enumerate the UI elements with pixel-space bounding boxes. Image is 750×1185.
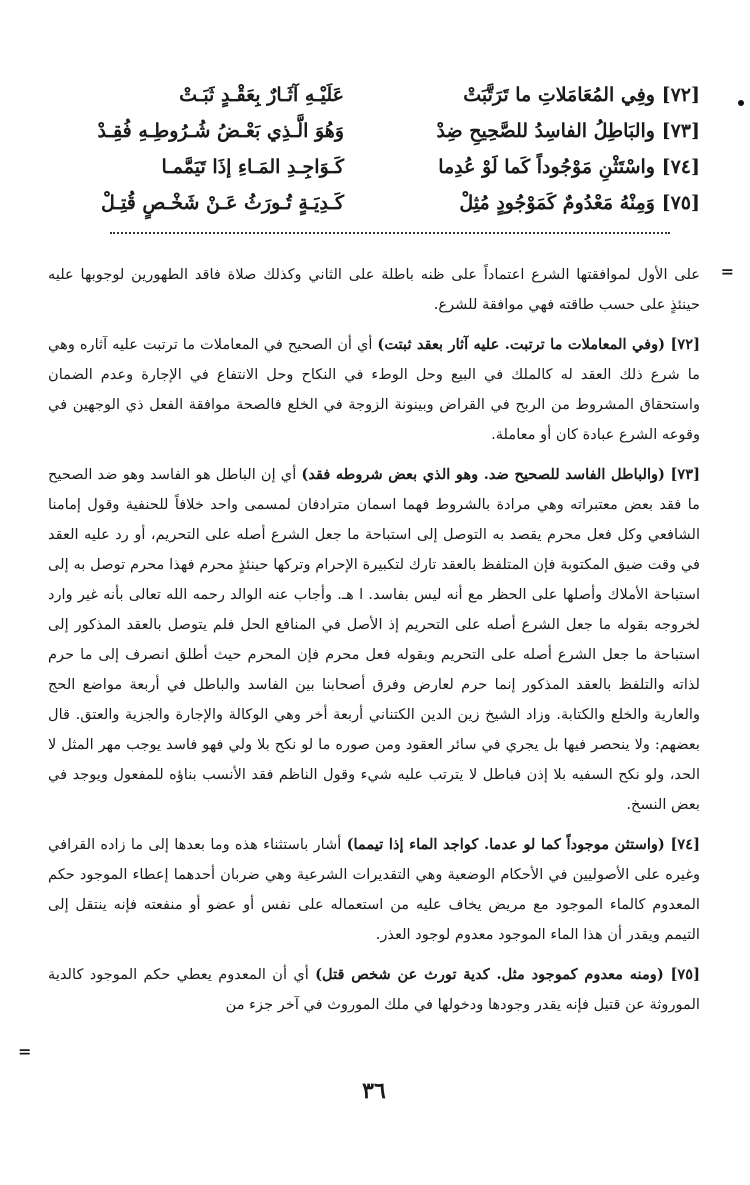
verse-first-hemistich — [370, 114, 700, 148]
verse-first-hemistich — [370, 78, 700, 112]
commentary-paragraph — [48, 330, 700, 450]
commentary — [48, 260, 700, 1030]
commentary-paragraph — [48, 260, 700, 320]
verse-line — [48, 78, 700, 112]
verse-line — [48, 150, 700, 184]
continuation-mark-bottom: = — [18, 1042, 32, 1061]
verse-first-hemistich — [370, 150, 700, 184]
paragraph-text: أي أن المعدوم يعطي حكم الموجود كالدية الموروثة عن قتيل فإنه يقدر وجودها ودخولها في ملك الموروث في آخر جزء من — [48, 966, 700, 1013]
paragraph-lead: [٧٥] (ومنه معدوم كموجود مثل. كدية تورث عن شخص قتل) — [315, 966, 700, 983]
paragraph-lead: [٧٢] (وفي المعاملات ما ترتبت. عليه آثار بعقد ثبتت) — [377, 336, 700, 353]
verse-first-text: واسْتَثْنِ مَوْجُوداً كَما لَوْ عُدِما — [438, 156, 655, 178]
verse-line — [48, 186, 700, 220]
commentary-paragraph — [48, 830, 700, 950]
verse-second-hemistich: عَلَيْـهِ آثَـارٌ بِعَقْـدٍ ثَبَـتْ — [179, 84, 344, 106]
verse-line — [48, 114, 700, 148]
commentary-paragraph — [48, 960, 700, 1020]
verse-first-hemistich — [370, 186, 700, 220]
page-number: ٣٦ — [362, 1078, 386, 1104]
paragraph-lead: [٧٣] (والباطل الفاسد للصحيح ضد. وهو الذي بعض شروطه فقد) — [301, 466, 701, 483]
page — [18, 78, 734, 1148]
verse-block — [48, 78, 700, 228]
verse-number: [٧٣] — [661, 120, 700, 142]
verse-first-text: والبَاطِلُ الفاسِدُ للصَّحِيحِ ضِدْ — [436, 120, 655, 142]
verse-number: [٧٥] — [661, 192, 700, 214]
edge-mark — [738, 100, 744, 106]
paragraph-text: أي إن الباطل هو الفاسد وهو ضد الصحيح ما فقد بعض معتبراته وهي مرادة بالشروط فهما اسمان مترادفان لمسمى واحد خلافاً للحنفية وقول إمامنا الشافعي وكل فعل محرم يقصد به التوصل إلى استباحة ما جعل الشرع أصله على التحريم، أو رد عليه العقد في وقت ضيق المكتوبة فإن المتلفظ بالعقد تارك لتكبيرة الإحرام وتركها حينئذٍ محرم فهذا محرم توصل به إلى استباحة الأملاك وأصلها على الحظر مع أنه ليس بفاسد. ا هـ. وأجاب عنه الوالد رحمه الله تعالى بأنه غير وارد لخروجه بقوله ما جعل الشرع أصله على التحريم إذ الأصل في المنافع الحل فلم يتوصل بالعقد المذكور إلى استباحة ما جعل الشرع أصله على التحريم وبقوله فعل محرم فإن المحرم حيث أطلق انصرف إلى ما حرم لذاته والتلفظ بالعقد المذكور إنما حرم لعارض وفرق أصحابنا بين الفاسد والباطل في أربعة مواضع الحج والعارية والخلع والكتابة. وزاد الشيخ زين الدين الكتناني أربعة أخر وهي الوكالة والإجارة والجزية والعتق. قال بعضهم: ولا ينحصر فيها بل يجري في سائر العقود ومن صوره ما لو نكح بلا ولي فهو فاسد يوجب مهر المثل لا الحد، ولو نكح السفيه بلا إذن فباطل لا يترتب عليه شيء وقول الناظم فقد الأنسب بناؤه للمفعول ويوجد في بعض النسخ. — [48, 466, 700, 813]
verse-number: [٧٢] — [661, 84, 700, 106]
verse-first-text: وفِي المُعَامَلاتِ ما تَرَتَّبَتْ — [463, 84, 655, 106]
paragraph-lead: [٧٤] (واستثن موجوداً كما لو عدما. كواجد الماء إذا تيمما) — [346, 836, 700, 853]
verse-number: [٧٤] — [661, 156, 700, 178]
verse-first-text: وَمِنْهُ مَعْدُومٌ كَمَوْجُودٍ مُثِلْ — [459, 192, 655, 214]
paragraph-text: على الأول لموافقتها الشرع اعتماداً على ظنه باطلة على الثاني وكذلك صلاة فاقد الطهورين لوجوبها عليه حينئذٍ على حسب طاقته فهي موافقة للشرع. — [48, 266, 700, 313]
verse-second-hemistich: كَـدِيَـةٍ تُـورَثُ عَـنْ شَخْـصٍ قُتِـلْ — [101, 192, 344, 214]
paragraph-text: أشار باستثناء هذه وما بعدها إلى ما زاده القرافي وغيره على الأصوليين في الأحكام الوضعية وهي التقديرات الشرعية وهي ضربان أحدهما إعطاء الموجود حكم المعدوم كالماء الموجود مع مريض يخاف عليه من استعماله على نفس أو عضو أو منفعته فإنه ينتقل إلى التيمم ويقدر أن هذا الماء الموجود معدوم لوجود العذر. — [48, 836, 700, 943]
dotted-separator — [110, 232, 670, 234]
commentary-paragraph — [48, 460, 700, 820]
verse-second-hemistich: كَـوَاجِـدِ المَـاءِ إذَا تَيَمَّمـا — [161, 156, 344, 178]
paragraph-text: أي أن الصحيح في المعاملات ما ترتبت عليه آثاره وهي ما شرع ذلك العقد له كالملك في البيع وحل الوطء في النكاح وحل الانتفاع في الإجارة وعدم الضمان واستحقاق المشروط من الربح في القراض وبينونة الزوجة في الخلع فالصحة موافقة الفعل ذي الوجهين في وقوعه الشرع عبادة كان أو معاملة. — [48, 336, 700, 443]
continuation-mark-top: = — [720, 262, 734, 281]
verse-second-hemistich: وَهُوَ الَّـذِي بَعْـضُ شُـرُوطِـهِ فُقِـدْ — [97, 120, 344, 142]
